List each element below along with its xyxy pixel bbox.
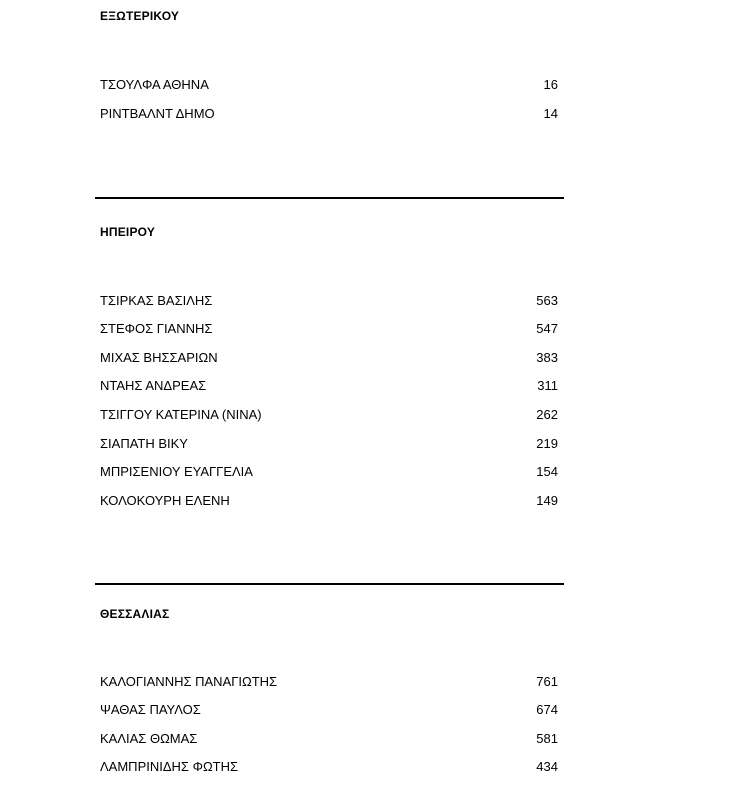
- vote-count: 563: [536, 293, 558, 308]
- candidate-name: ΛΑΜΠΡΙΝΙΔΗΣ ΦΩΤΗΣ: [100, 759, 239, 774]
- section-heading-ipeirou: ΗΠΕΙΡΟΥ: [100, 225, 156, 239]
- candidate-name: ΤΣΟΥΛΦΑ ΑΘΗΝΑ: [100, 77, 209, 92]
- vote-count: 434: [536, 759, 558, 774]
- table-row: [100, 758, 558, 776]
- vote-count: 154: [536, 464, 558, 479]
- candidate-name: ΣΙΑΠΑΤΗ ΒΙΚΥ: [100, 436, 188, 451]
- table-row: [100, 701, 558, 719]
- vote-count: 149: [536, 493, 558, 508]
- candidate-name: ΜΙΧΑΣ ΒΗΣΣΑΡΙΩΝ: [100, 350, 218, 365]
- candidate-name: ΤΣΙΡΚΑΣ ΒΑΣΙΛΗΣ: [100, 293, 213, 308]
- candidate-name: ΚΑΛΟΓΙΑΝΝΗΣ ΠΑΝΑΓΙΩΤΗΣ: [100, 674, 278, 689]
- table-row: [100, 406, 558, 424]
- section-heading-thessalias: ΘΕΣΣΑΛΙΑΣ: [100, 607, 170, 621]
- vote-count: 311: [537, 378, 558, 393]
- table-row: [100, 76, 558, 94]
- table-row: [100, 292, 558, 310]
- section-divider: [95, 197, 564, 199]
- section-heading-exoterikou: ΕΞΩΤΕΡΙΚΟΥ: [100, 9, 180, 23]
- candidate-name: ΝΤΑΗΣ ΑΝΔΡΕΑΣ: [100, 378, 207, 393]
- candidate-name: ΤΣΙΓΓΟΥ ΚΑΤΕΡΙΝΑ (ΝΙΝΑ): [100, 407, 262, 422]
- vote-count: 674: [536, 702, 558, 717]
- candidate-name: ΚΟΛΟΚΟΥΡΗ ΕΛΕΝΗ: [100, 493, 230, 508]
- vote-count: 16: [543, 77, 558, 92]
- table-row: [100, 492, 558, 510]
- vote-count: 262: [536, 407, 558, 422]
- vote-count: 547: [536, 321, 558, 336]
- candidate-name: ΣΤΕΦΟΣ ΓΙΑΝΝΗΣ: [100, 321, 213, 336]
- vote-count: 581: [536, 731, 558, 746]
- table-row: [100, 105, 558, 123]
- vote-count: 219: [536, 436, 558, 451]
- candidate-name: ΡΙΝΤΒΑΛΝΤ ΔΗΜΟ: [100, 106, 215, 121]
- candidate-name: ΚΑΛΙΑΣ ΘΩΜΑΣ: [100, 731, 198, 746]
- vote-count: 383: [536, 350, 558, 365]
- candidate-name: ΜΠΡΙΣΕΝΙΟΥ ΕΥΑΓΓΕΛΙΑ: [100, 464, 253, 479]
- candidate-name: ΨΑΘΑΣ ΠΑΥΛΟΣ: [100, 702, 201, 717]
- table-row: [100, 320, 558, 338]
- table-row: [100, 435, 558, 453]
- vote-count: 14: [543, 106, 558, 121]
- table-row: [100, 377, 558, 395]
- table-row: [100, 673, 558, 691]
- section-divider: [95, 583, 564, 585]
- table-row: [100, 349, 558, 367]
- table-row: [100, 730, 558, 748]
- vote-count: 761: [536, 674, 558, 689]
- table-row: [100, 463, 558, 481]
